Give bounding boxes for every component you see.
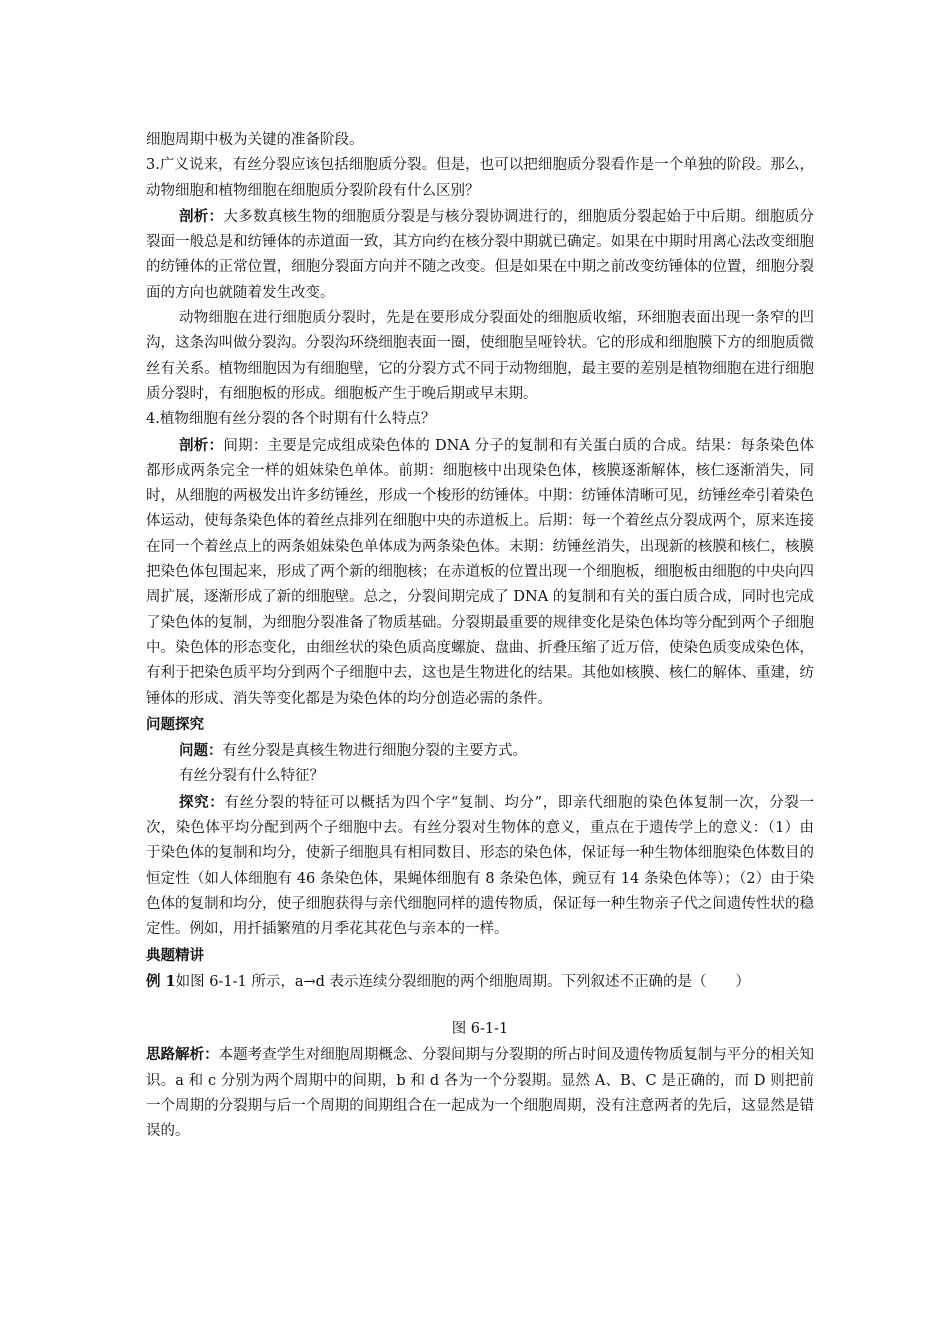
solution-text: 本题考查学生对细胞周期概念、分裂间期与分裂期的所占时间及遗传物质复制与平分的相关知识。a 和 c 分别为两个周期中的间期，b 和 d 各为一个分裂期。显然 A、B、C 是正确的，而 D 则把前一个周期的分裂期与后一个周期的间期组合在一起成为一个细胞周期，没有注意两者的先后，这显然是错误的。: [146, 1047, 815, 1140]
figure-caption: 图 6-1-1: [451, 1021, 509, 1038]
paragraph-continuation: 细胞周期中极为关键的准备阶段。: [146, 132, 364, 148]
section-heading-examples: 典题精讲: [146, 946, 204, 964]
problem-text: 有丝分裂是真核生物进行细胞分裂的主要方式。: [222, 743, 527, 760]
document-body: [146, 128, 814, 1145]
analysis-label: 剖析：: [179, 207, 224, 225]
answer-4: [146, 433, 814, 712]
answer-3: [146, 204, 814, 306]
explore-label: 探究：: [179, 793, 225, 811]
answer-4-text: 间期：主要是完成组成染色体的 DNA 分子的复制和有关蛋白质的合成。结果：每条染色体都形成两条完全一样的姐妹染色单体。前期：细胞核中出现染色体，核膜逐渐解体，核仁逐渐消失，同时，从细胞的两极发出许多纺锤丝，形成一个梭形的纺锤体。中期：纺锤体清晰可见，纺锤丝牵引着染色体运动，使每条染色体的着丝点排列在细胞中央的赤道板上。后期：每一个着丝点分裂成两个，原来连接在同一个着丝点上的两条姐妹染色单体成为两条染色体。末期：纺锤丝消失，出现新的核膜和核仁，核膜把染色体包围起来，形成了两个新的细胞核；在赤道板的位置出现一个细胞板，细胞板由细胞的中央向四周扩展，逐渐形成了新的细胞壁。总之，分裂间期完成了 DNA 的复制和有关的蛋白质合成，同时也完成了染色体的复制，为细胞分裂准备了物质基础。分裂期最重要的规律变化是染色体均等分配到两个子细胞中。染色体的形态变化，由细丝状的染色质高度螺旋、盘曲、折叠压缩了近万倍，使染色质变成染色体，有利于把染色质平均分到两个子细胞中去，这也是生物进化的结果。其他如核膜、核仁的解体、重建，纺锤体的形成、消失等变化都是为染色体的均分创造必需的条件。: [146, 437, 815, 707]
answer-3-text: 大多数真核生物的细胞质分裂是与核分裂协调进行的，细胞质分裂起始于中后期。细胞质分裂面一般总是和纺锤体的赤道面一致，其方向约在核分裂中期就已确定。如果在中期时用离心法改变细胞的纺锤体的正常位置，细胞分裂面方向并不随之改变。但是如果在中期之前改变纺锤体的位置，细胞分裂面的方向也就随着发生改变。: [146, 208, 815, 301]
problem: [146, 738, 814, 764]
example-1-text: 如图 6-1-1 所示，a→d 表示连续分裂细胞的两个细胞周期。下列叙述不正确的是（ ）: [175, 973, 751, 990]
question-3: 3.广义说来，有丝分裂应该包括细胞质分裂。但是，也可以把细胞质分裂看作是一个单独的阶段。那么，动物细胞和植物细胞在细胞质分裂阶段有什么区别？: [146, 157, 814, 199]
explore-text: 有丝分裂的特征可以概括为四个字“复制、均分”，即亲代细胞的染色体复制一次，分裂一次，染色体平均分配到两个子细胞中去。有丝分裂对生物体的意义，重点在于遗传学上的意义：（1）由于染色体的复制和均分，使新子细胞具有相同数目、形态的染色体，保证每一种生物体细胞染色体数目的恒定性（如人体细胞有 46 条染色体，果蝇体细胞有 8 条染色体，豌豆有 14 条染色体等）；（2）由于染色体的复制和均分，使子细胞获得与亲代细胞同样的遗传物质，保证每一种生物亲子代之间遗传性状的稳定性。例如，用扦插繁殖的月季花其花色与亲本的一样。: [146, 794, 815, 938]
solution-label: 思路解析：: [146, 1046, 219, 1064]
analysis-label: 剖析：: [179, 436, 224, 454]
solution-analysis: [146, 1042, 814, 1144]
problem-label: 问题：: [179, 742, 223, 760]
exploration: [146, 790, 814, 943]
problem-question: 有丝分裂有什么特征？: [179, 768, 324, 785]
section-heading-explore: 问题探究: [146, 715, 204, 733]
question-4: 4.植物细胞有丝分裂的各个时期有什么特点？: [146, 411, 436, 428]
answer-3-paragraph-2: 动物细胞在进行细胞质分裂时，先是在要形成分裂面处的细胞质收缩，环细胞表面出现一条窄的凹沟，这条沟叫做分裂沟。分裂沟环绕细胞表面一圈，使细胞呈哑铃状。它的形成和细胞膜下方的细胞质微丝有关系。植物细胞因为有细胞壁，它的分裂方式不同于动物细胞，最主要的差别是植物细胞在进行细胞质分裂时，有细胞板的形成。细胞板产生于晚后期或早末期。: [146, 310, 814, 402]
example-1: [146, 969, 814, 995]
example-label: 例 1: [146, 972, 176, 990]
